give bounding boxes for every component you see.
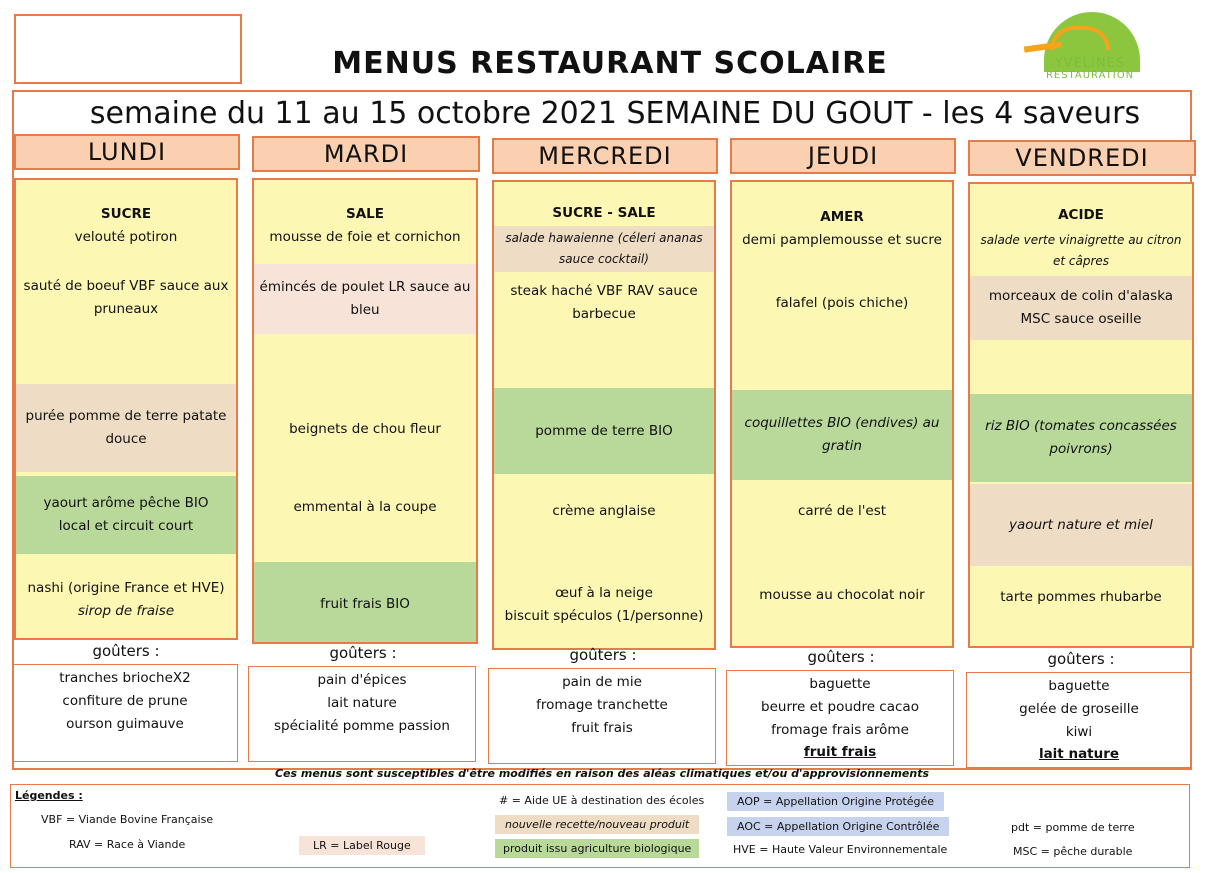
starter-dish: demi pamplemousse et sucre	[742, 232, 942, 248]
gouter-heading: goûters :	[807, 648, 875, 666]
dessert-dish: mousse au chocolat noir	[759, 586, 925, 603]
legend-lr: LR = Label Rouge	[299, 836, 425, 855]
dairy-dish: yaourt nature et miel	[1009, 516, 1153, 533]
flavor-theme: SALE	[346, 206, 384, 222]
flavor-theme: AMER	[820, 209, 864, 225]
gouter-item: baguette	[1048, 678, 1110, 694]
legend-new-recipe: nouvelle recette/nouveau produit	[495, 815, 699, 834]
day-menu	[730, 180, 954, 648]
dairy-dish: carré de l'est	[797, 502, 887, 519]
meal-side	[16, 384, 236, 472]
meal-dairy	[494, 496, 714, 526]
gouter-item: lait nature	[327, 695, 397, 711]
gouter-item: fruit frais	[803, 744, 877, 760]
meal-dessert	[970, 580, 1192, 614]
gouter-item: spécialité pomme passion	[274, 718, 450, 734]
disclaimer: Ces menus sont susceptibles d'être modifiés en raison des aléas climatiques et/ou d'approvisionnements	[274, 767, 930, 780]
gouter-item: pain d'épices	[317, 672, 407, 688]
side-dish: beignets de chou fleur	[289, 420, 441, 437]
meal-main	[732, 288, 952, 318]
main-dish: steak haché VBF RAV sauce barbecue	[510, 283, 698, 322]
meal-dessert	[732, 580, 952, 610]
logo-text-restauration: RESTAURATION	[1045, 70, 1135, 81]
flavor-theme: SUCRE	[100, 206, 152, 222]
meal-theme	[494, 200, 714, 226]
meal-side	[494, 388, 714, 474]
meal-side	[732, 390, 952, 480]
dairy-dish: crème anglaise	[552, 502, 656, 519]
gouter-item: lait nature	[1038, 746, 1120, 762]
meal-main	[16, 268, 236, 328]
flavor-theme: ACIDE	[1058, 206, 1104, 223]
gouter-heading: goûters :	[92, 642, 160, 660]
side-dish: riz BIO (tomates concassées poivrons)	[985, 418, 1177, 457]
day-header: JEUDI	[730, 138, 956, 174]
dairy-dish: yaourt arôme pêche BIO	[43, 495, 209, 511]
gouter-heading: goûters :	[329, 644, 397, 662]
legend-ue: # = Aide UE à destination des écoles	[499, 794, 705, 807]
day-header: MERCREDI	[492, 138, 718, 174]
gouter-list-lundi	[12, 664, 238, 762]
meal-dessert	[16, 570, 236, 630]
meal-dessert	[254, 562, 476, 644]
day-menu	[968, 182, 1194, 648]
main-dish: sauté de boeuf VBF sauce aux pruneaux	[23, 278, 229, 317]
meal-dairy	[732, 496, 952, 526]
gouter-item: confiture de prune	[62, 693, 188, 709]
blank-box	[14, 14, 242, 84]
logo-text-yvelines: YVELINES	[1054, 56, 1126, 71]
meal-starter	[494, 226, 714, 272]
dairy-note: local et circuit court	[58, 518, 194, 534]
meal-starter	[732, 202, 952, 256]
legend-pdt: pdt = pomme de terre	[1011, 821, 1135, 834]
legend-aop: AOP = Appellation Origine Protégée	[727, 792, 944, 811]
page-title: MENUS RESTAURANT SCOLAIRE	[332, 46, 888, 81]
gouter-list-mercredi	[488, 668, 716, 764]
side-dish: pomme de terre BIO	[535, 422, 673, 439]
dessert-note: biscuit spéculos (1/personne)	[504, 608, 704, 624]
dessert-note: sirop de fraise	[77, 603, 175, 619]
gouter-list-mardi	[248, 666, 476, 762]
meal-main	[254, 264, 476, 334]
gouter-item: baguette	[809, 676, 871, 692]
gouter-item: gelée de groseille	[1019, 701, 1139, 717]
starter-dish: velouté potiron	[74, 229, 178, 245]
meal-main	[494, 276, 714, 330]
starter-dish: salade hawaienne (céleri ananas sauce cocktail)	[505, 231, 703, 266]
gouter-item: pain de mie	[562, 674, 642, 690]
day-menu	[14, 178, 238, 640]
legend-rav: RAV = Race à Viande	[69, 838, 186, 851]
legend-bio: produit issu agriculture biologique	[495, 839, 699, 858]
side-dish: coquillettes BIO (endives) au gratin	[744, 415, 940, 454]
day-header: VENDREDI	[968, 140, 1196, 176]
dessert-dish: tarte pommes rhubarbe	[1000, 588, 1162, 605]
legend-hve: HVE = Haute Valeur Environnementale	[733, 843, 948, 856]
meal-dairy	[254, 492, 476, 522]
dessert-dish: fruit frais BIO	[320, 595, 410, 612]
gouter-item: fromage frais arôme	[771, 722, 909, 738]
yvelines-logo	[1020, 10, 1140, 86]
day-header: MARDI	[252, 136, 480, 172]
starter-dish: mousse de foie et cornichon	[269, 229, 461, 245]
gouter-item: kiwi	[1065, 724, 1093, 740]
meal-main	[970, 276, 1192, 340]
gouter-heading: goûters :	[569, 646, 637, 664]
starter-dish: salade verte vinaigrette au citron et câpres	[980, 233, 1182, 268]
gouter-item: beurre et poudre cacao	[761, 699, 919, 715]
dessert-dish: œuf à la neige	[555, 585, 653, 601]
week-title: semaine du 11 au 15 octobre 2021 SEMAINE DU GOUT - les 4 saveurs	[89, 96, 1141, 131]
gouter-heading: goûters :	[1047, 650, 1115, 668]
legend-aoc: AOC = Appellation Origine Contrôlée	[727, 817, 949, 836]
meal-starter	[970, 228, 1192, 274]
gouter-item: ourson guimauve	[66, 716, 184, 732]
day-header: LUNDI	[14, 134, 240, 170]
day-menu	[252, 178, 478, 644]
legend	[10, 784, 1190, 868]
side-dish: purée pomme de terre patate douce	[25, 408, 227, 447]
meal-starter	[16, 196, 236, 256]
meal-dairy	[970, 484, 1192, 566]
main-dish: émincés de poulet LR sauce au bleu	[259, 279, 471, 318]
meal-side	[970, 394, 1192, 482]
day-menu	[492, 180, 716, 650]
gouter-list-vendredi	[966, 672, 1192, 768]
flavor-theme: SUCRE - SALE	[552, 204, 656, 221]
meal-theme	[970, 202, 1192, 228]
legend-title: Légendes :	[15, 789, 83, 802]
gouter-item: tranches briocheX2	[59, 670, 191, 686]
meal-dairy	[16, 476, 236, 554]
meal-dessert	[494, 578, 714, 632]
gouter-list-jeudi	[726, 670, 954, 766]
legend-vbf: VBF = Viande Bovine Française	[41, 813, 214, 826]
dessert-dish: nashi (origine France et HVE)	[27, 580, 225, 596]
meal-side	[254, 414, 476, 444]
gouter-item: fruit frais	[571, 720, 633, 736]
main-dish: morceaux de colin d'alaska MSC sauce oseille	[988, 288, 1174, 327]
meal-starter	[254, 196, 476, 256]
legend-msc: MSC = pêche durable	[1013, 845, 1133, 858]
gouter-item: fromage tranchette	[536, 697, 668, 713]
dairy-dish: emmental à la coupe	[293, 498, 437, 515]
main-dish: falafel (pois chiche)	[775, 294, 909, 311]
